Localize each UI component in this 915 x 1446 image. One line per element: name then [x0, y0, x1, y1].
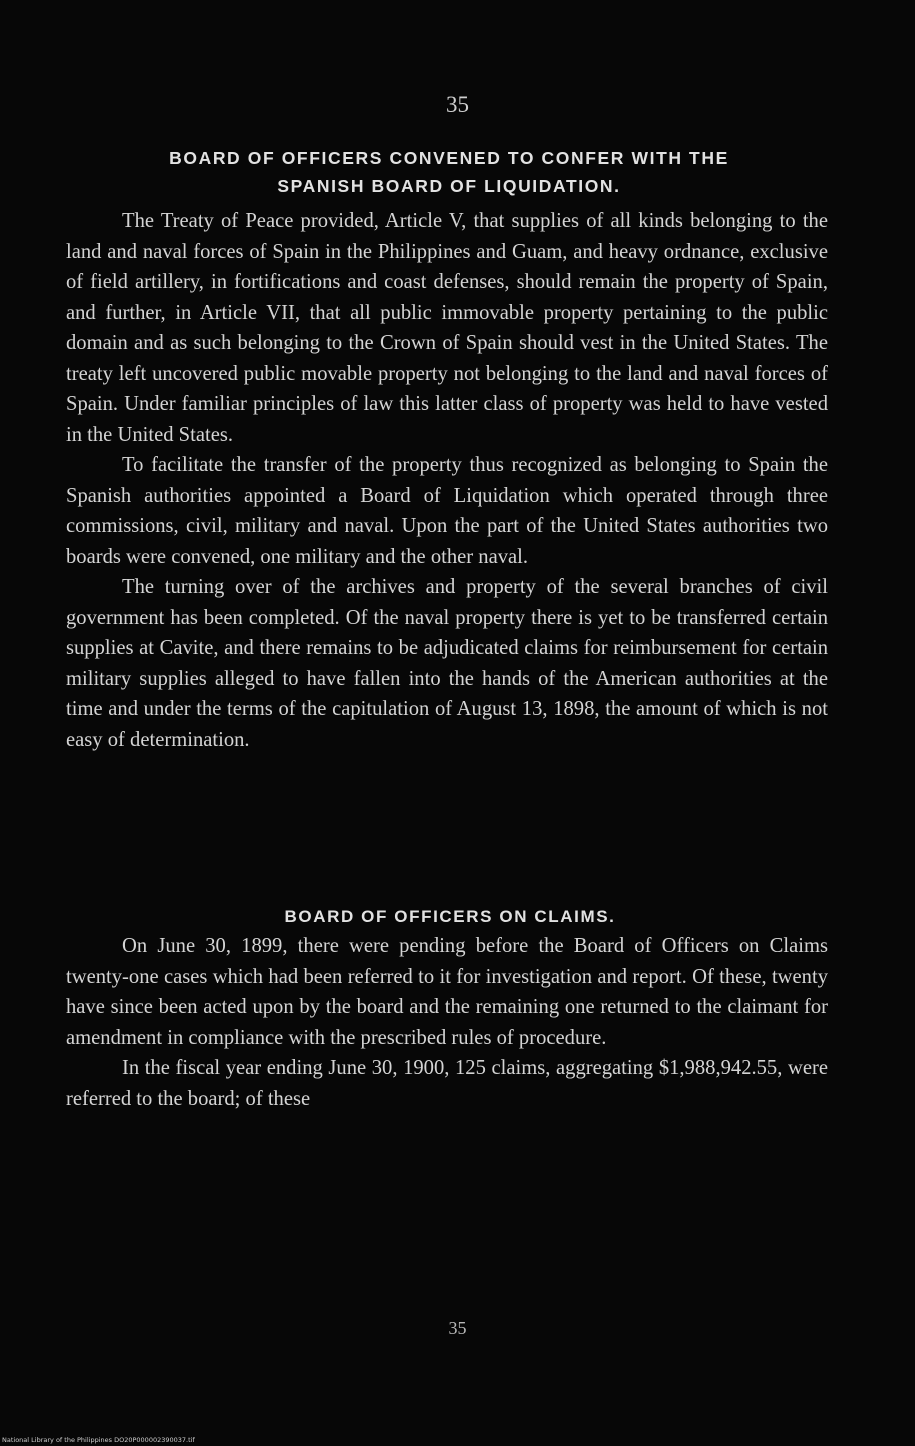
section-body-liquidation: [66, 206, 828, 755]
section-heading-liquidation: [64, 144, 834, 200]
paragraph-archives: The turning over of the archives and property of the several branches of civil government has been completed. Of the naval property there is yet to be transferred certain supplies at Cavite, and there remains to be adjudicated claims for reimbursement for certain military supplies alleged to have fallen into the hands of the American authorities at the time and under the terms of the capitulation of August 13, 1898, the amount of which is not easy of determination.: [66, 576, 828, 751]
section-heading-liquidation-line2: SPANISH BOARD OF LIQUIDATION.: [277, 176, 621, 196]
section-body-claims: [66, 931, 828, 1114]
paragraph-pending-claims: On June 30, 1899, there were pending before the Board of Officers on Claims twenty-one cases which had been referred to it for investigation and report. Of these, twenty have since been acted upon by the board and the remaining one returned to the claimant for amendment in compliance with the prescribed rules of procedure.: [66, 935, 828, 1049]
section-heading-claims: BOARD OF OFFICERS ON CLAIMS.: [284, 907, 616, 926]
page-number-top: 35: [446, 92, 469, 117]
page-number-bottom: 35: [448, 1318, 467, 1338]
scan-footer-note: National Library of the Philippines DO20P000002390037.tif: [2, 1436, 195, 1444]
paragraph-treaty: The Treaty of Peace provided, Article V, that supplies of all kinds belonging to the land and naval forces of Spain in the Philippines and Guam, and heavy ordnance, exclusive of field artillery, in fortifications and coast defenses, should remain the property of Spain, and further, in Article VII, that all public immovable property pertaining to the public domain and as such belonging to the Crown of Spain should vest in the United States. The treaty left uncovered public movable property not belonging to the land and naval forces of Spain. Under familiar principles of law this latter class of property was held to have vested in the United States.: [66, 210, 828, 446]
paragraph-fiscal-year: In the fiscal year ending June 30, 1900, 125 claims, aggregating $1,988,942.55, were referred to the board; of these: [66, 1057, 828, 1110]
paragraph-transfer: To facilitate the transfer of the property thus recognized as belonging to Spain the Spanish authorities appointed a Board of Liquidation which operated through three commissions, civil, military and naval. Upon the part of the United States authorities two boards were convened, one military and the other naval.: [66, 454, 828, 568]
section-heading-liquidation-line1: BOARD OF OFFICERS CONVENED TO CONFER WITH THE: [169, 148, 729, 168]
